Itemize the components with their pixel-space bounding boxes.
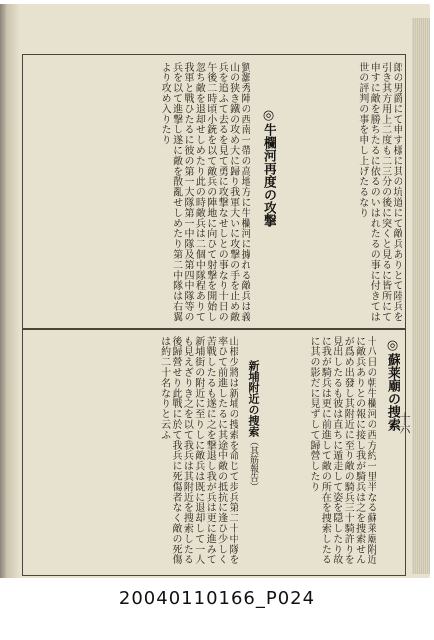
upper-left-text-block: 劉灝秀陣の西南一帶の高地方に牛欄河に據れる敵兵は義山の狭き鐵の攻め大に歸り我軍大いに攻撃の手を止め敵兵を追ふて去るを見て勇に攻撃なせしとの事なり十日の午後二時頃小銃を以て敵兵の陣地に向ひて射撃を開始し忽ち敵を退却せしめたり此の時敵兵は二個中隊程ありて我軍と戰ひたるに彼の第一大隊第一中隊及第四中隊等の兵を以て進撃し遂に敵を散亂せしめたり第二中隊は右翼より攻め入りたり (159, 62, 250, 322)
lower-right-text-block: 十八日の朝牛欄河の西方約一里半なる蘇莱廟附近に敵兵ありとの報に接し我が騎兵は之を捜索せんが爲め出發し其附近に至り敵の騎兵三十騎許りを見出したるも彼は直ちに遁走して姿を隠したり故に我が騎兵は更に前進して敵の所在を捜索したるに其の影だに見ずして歸營したり (307, 336, 376, 565)
upper-right-text-block: 郎の男爵にて申す様に其の坑道にて敵兵ありとて陸兵を引き其方用上二度も二三分の後に突くと見るに皆所にて申すに敵を勝ちたるに依るのいはれたるの事に付きては世の評判の事を申し上げたるなり (356, 62, 402, 322)
second-heading-note: （其筋報告） (248, 437, 258, 491)
image-caption: 20040110166_P024 (118, 588, 316, 609)
upper-section-heading (252, 108, 276, 278)
page-edge-stack (412, 18, 430, 574)
second-heading-text: 新埔附近の捜索 (247, 360, 260, 437)
heading-text: 牛欄河再度の攻撃 (261, 123, 276, 227)
page-gutter-shadow (6, 4, 20, 578)
page-number: 十六 (398, 412, 411, 434)
lower-left-text-block: 山根少將は新埔の捜索を命じて歩兵第二十中隊を率ひて前進したるに其途中敵の抵抗に逢ひ少しく苦戰したるも遂に之を撃退し我が兵は更に進みて新埔街の附近に至りしに敵兵は既に退却して一人も見えざりき之を以て我兵は其附近を搜索したる後歸營せり此戰に於て我兵に死傷者なく敵の死傷は約二十名なりと云ふ (158, 336, 238, 565)
lower-second-heading (240, 360, 260, 510)
heading-text: 蘇莱廟の捜索 (385, 353, 400, 431)
lower-section-heading (378, 338, 400, 458)
heading-marker: ◎ (385, 338, 400, 353)
heading-marker: ◎ (261, 108, 276, 123)
section-divider (22, 328, 406, 330)
